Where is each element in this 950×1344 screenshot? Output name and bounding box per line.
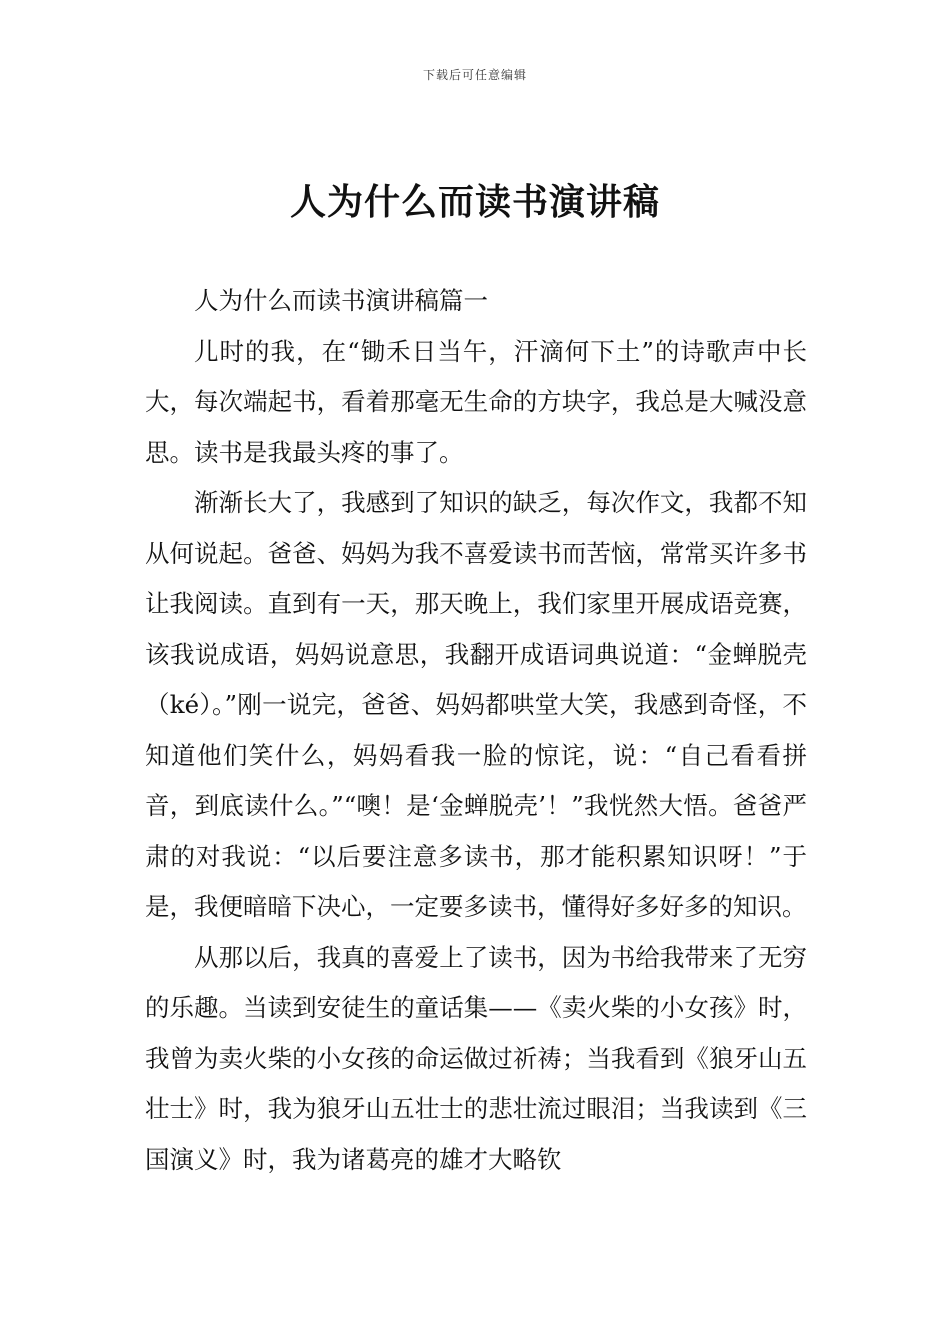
paragraph-3: 从那以后，我真的喜爱上了读书，因为书给我带来了无穷的乐趣。当读到安徒生的童话集——《卖火柴的小女孩》时，我曾为卖火柴的小女孩的命运做过祈祷；当我看到《狼牙山五壮士》时，我为狼牙山五壮士的悲壮流过眼泪；当我读到《三国演义》时，我为诸葛亮的雄才大略钦 bbox=[145, 942, 807, 1174]
section-heading: 人为什么而读书演讲稿篇一 bbox=[194, 286, 488, 315]
document-body bbox=[145, 276, 807, 1185]
paragraph-1: 儿时的我，在“锄禾日当午，汗滴何下土”的诗歌声中长大，每次端起书，看着那毫无生命的方块字，我总是大喊没意思。读书是我最头疼的事了。 bbox=[145, 336, 807, 467]
document-title: 人为什么而读书演讲稿 bbox=[289, 182, 660, 223]
header-note: 下载后可任意编辑 bbox=[422, 68, 527, 82]
paragraph-2: 渐渐长大了，我感到了知识的缺乏，每次作文，我都不知从何说起。爸爸、妈妈为我不喜爱读书而苦恼，常常买许多书让我阅读。直到有一天，那天晚上，我们家里开展成语竞赛，该我说成语，妈妈说意思，我翻开成语词典说道：“金蝉脱壳（ké）。”刚一说完，爸爸、妈妈都哄堂大笑，我感到奇怪，不知道他们笑什么，妈妈看我一脸的惊诧，说：“自己看看拼音，到底读什么。”“噢！是‘金蝉脱壳’！”我恍然大悟。爸爸严肃的对我说：“以后要注意多读书，那才能积累知识呀！”于是，我便暗暗下决心，一定要多读书，懂得好多好多的知识。 bbox=[145, 488, 807, 921]
